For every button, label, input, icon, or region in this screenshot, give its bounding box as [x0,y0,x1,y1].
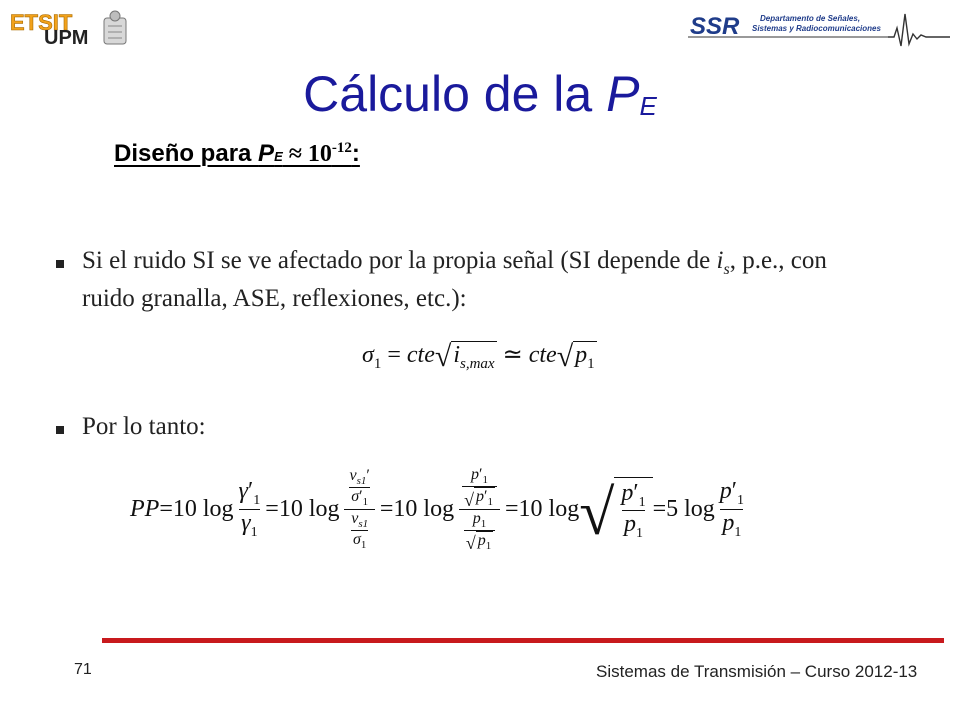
sub-one: 1 [253,493,261,509]
eq2-10log: 10 log [278,495,340,522]
v: v [349,467,357,484]
footer-divider [102,638,944,643]
eq2-equals: = [159,495,173,522]
subtitle-symbol: P [258,140,275,167]
page-number: 71 [74,661,92,678]
p: p [477,531,486,549]
ssr-line2: Sistemas y Radiocomunicaciones [752,24,881,33]
equation-sigma [362,340,597,373]
subtitle-approx: ≈ 10 [282,141,332,167]
etsit-text: ETSIT [10,10,73,35]
fraction-p-final [718,478,746,539]
title-subscript: E [639,91,657,121]
subtitle-exponent: -12 [331,140,352,156]
eq2-equals: = [652,495,667,522]
bullet1-var: i [716,247,724,274]
subtitle-suffix: : [351,140,360,167]
eq1-p: p [575,341,588,368]
sub-one: 1 [487,496,493,509]
eq1-i-sub: s,max [460,355,495,372]
course-footer: Sistemas de Transmisión – Curso 2012-13 [596,662,918,681]
prime: ′ [248,478,254,505]
sqrt-symbol: √ $\frac{p'_1}{p_1}$ [579,477,652,541]
bullet1-line1 [82,247,827,279]
eq1-i: i [453,341,461,368]
eq2-equals: = [504,495,519,522]
v: v [351,509,359,527]
eq2-equals: = [379,495,394,522]
p: p [471,466,480,483]
sub-one: 1 [362,496,369,509]
sqrt-symbol: √ $p_1$ [465,531,492,554]
eq1-cte: cte [406,342,435,368]
eq2-10log: 10 log [172,495,234,522]
etsit-upm-logo [8,8,138,48]
sub-one: 1 [360,539,367,552]
eq1-equals: = [381,342,407,368]
sigma: σ [351,488,360,506]
bullet-marker [56,426,64,434]
ssr-line1: Departamento de Señales, [760,14,861,23]
bullet1-text-a: Si el ruido SI se ve afectado por la propia señal (SI depende de [82,247,717,274]
sub-one: 1 [482,474,489,487]
ssr-abbr: SSR [690,13,740,40]
eq2-10log: 10 log [518,495,580,522]
eq1-approx: ≃ [496,342,529,368]
s: s [358,517,363,530]
sub-one: 1 [635,525,643,541]
sub-one: 1 [485,540,492,553]
title-symbol: P [606,66,640,122]
subtitle-subscript: E [274,149,283,164]
prime: ′ [366,467,370,484]
title-text: Cálculo de la [303,66,607,122]
sub-one: 1 [737,493,745,509]
gamma: γ [241,509,251,536]
fraction-v-sigma [342,467,376,551]
sqrt-symbol: √ $i_{s,max}$ [434,340,495,374]
bullet2-line1: Por lo tanto: [82,413,206,440]
sqrt-symbol: √ $p'_1$ [464,488,493,510]
eq2-pp: PP [130,495,160,522]
ssr-department-logo [688,6,950,48]
bullet-marker [56,260,64,268]
fraction-gamma [237,478,263,539]
bullet1-text-b: , p.e., con [729,247,827,274]
p: p [722,509,735,536]
eq1-cte2: cte [528,342,557,368]
eq1-sigma-sub: 1 [373,355,382,372]
eq2-5log: 5 log [666,495,715,522]
sub-one: 1 [362,517,369,530]
sub-one: 1 [638,494,646,510]
eq1-sigma: σ [362,342,374,368]
subtitle-prefix: Diseño para [114,140,259,167]
eq2-equals: = [265,495,279,522]
sigma: σ [352,530,361,548]
waveform-icon [888,14,950,46]
equation-pp [130,466,749,552]
slide-subtitle [114,140,360,168]
sub-one: 1 [480,517,487,530]
fraction-p-sqrt [457,466,502,552]
eq2-10log: 10 log [393,495,455,522]
bullet1-line2: ruido granalla, ASE, reflexiones, etc.): [82,285,467,312]
p: p [475,488,484,506]
sqrt-symbol: √ $p_1$ [556,340,595,374]
prime: ′ [633,479,639,506]
s: s [356,475,361,488]
prime: ′ [483,488,488,506]
prime: ′ [359,488,363,506]
bullet1-var-sub: s [723,261,730,278]
sub-one: 1 [734,524,742,540]
p: p [472,509,481,527]
p: p [719,478,732,505]
crest-icon [104,11,126,44]
slide-title [0,62,960,138]
upm-text: UPM [44,27,89,48]
eq1-p-sub: 1 [587,355,595,372]
p: p [623,511,636,538]
sub-one: 1 [250,524,258,540]
prime: ′ [731,478,738,505]
p: p [621,479,634,506]
sub-one: 1 [360,475,367,488]
gamma: γ [238,478,249,505]
prime: ′ [479,466,483,483]
